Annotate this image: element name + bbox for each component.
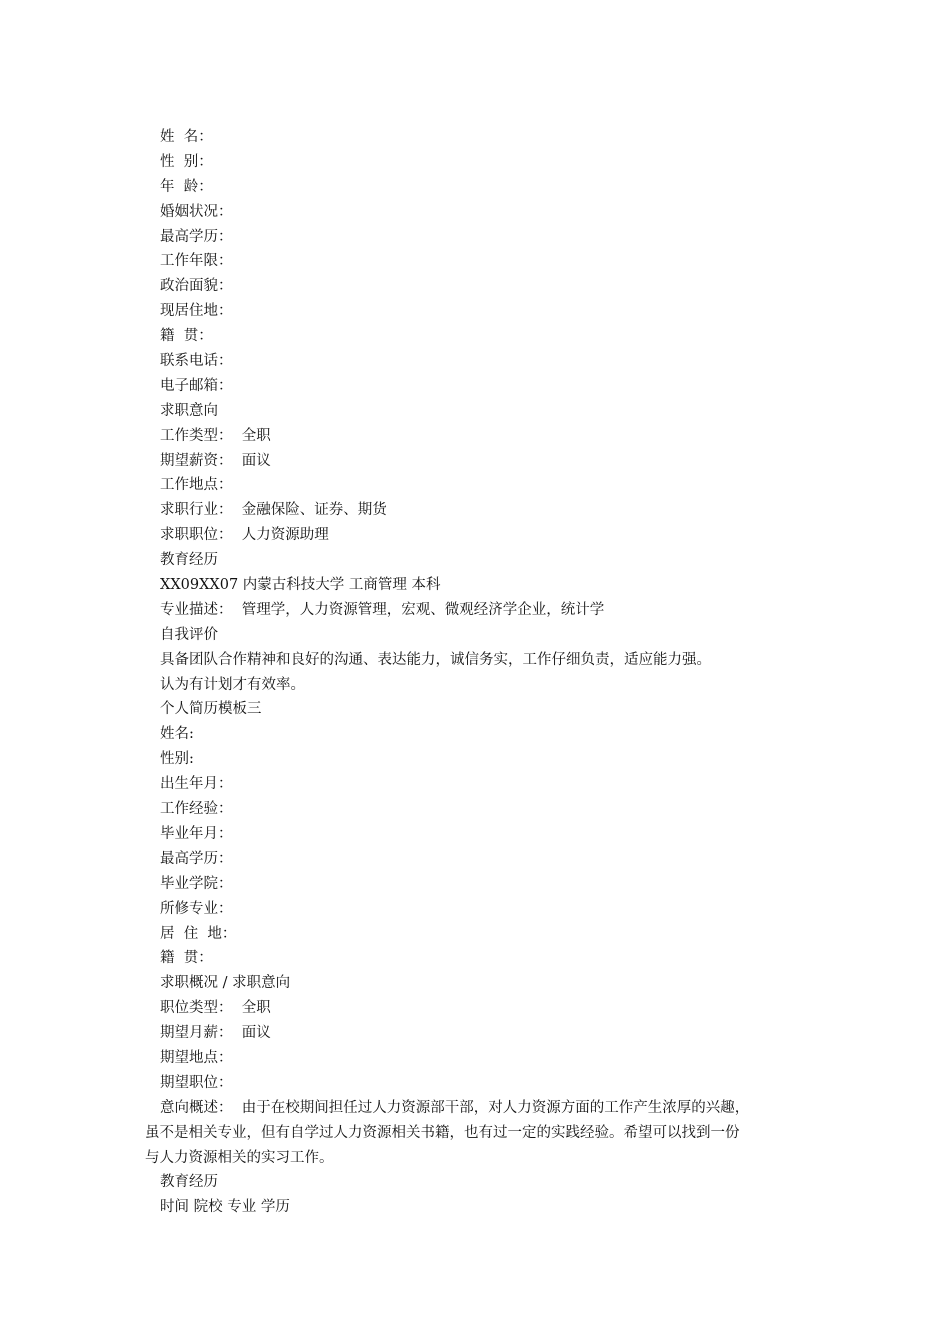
t3-field-birth: 出生年月： [160, 776, 233, 793]
t3-field-expected-position: 期望职位： [160, 1074, 233, 1091]
t3-field-expected-location: 期望地点： [160, 1049, 233, 1066]
field-work-location: 工作地点： [160, 477, 233, 494]
t3-intent-summary-line-3: 与人力资源相关的实习工作。 [145, 1149, 334, 1166]
template-three-title: 个人简历模板三 [160, 701, 262, 718]
field-phone: 联系电话： [160, 353, 233, 370]
field-major-description: 专业描述： 管理学，人力资源管理，宏观、微观经济学企业，统计学 [160, 601, 605, 618]
t3-field-residence: 居 住 地： [160, 925, 237, 942]
t3-intent-summary-line-1: 意向概述： 由于在校期间担任过人力资源部干部，对人力资源方面的工作产生浓厚的兴趣， [160, 1099, 750, 1116]
t3-field-native-place: 籍 贯： [160, 950, 213, 967]
field-position: 求职职位： 人力资源助理 [160, 527, 329, 544]
field-name: 姓 名： [160, 129, 213, 145]
t3-field-college: 毕业学院： [160, 875, 233, 892]
field-native-place: 籍 贯： [160, 328, 213, 345]
education-entry: XX09XX07 内蒙古科技大学 工商管理 本科 [160, 577, 441, 594]
t3-field-major: 所修专业： [160, 900, 233, 917]
self-evaluation-text-2: 认为有计划才有效率。 [160, 676, 305, 693]
t3-intent-summary-line-2: 虽不是相关专业，但有自学过人力资源相关书籍，也有过一定的实践经验。希望可以找到一份 [145, 1124, 740, 1141]
field-industry: 求职行业： 金融保险、证券、期货 [160, 502, 387, 519]
field-work-years: 工作年限： [160, 253, 233, 270]
field-marital-status: 婚姻状况： [160, 203, 233, 220]
field-current-residence: 现居住地： [160, 303, 233, 320]
t3-field-graduation-date: 毕业年月： [160, 825, 233, 842]
t3-section-job-intent: 求职概况 / 求职意向 [160, 975, 291, 992]
t3-section-education: 教育经历 [160, 1174, 218, 1191]
self-evaluation-text-1: 具备团队合作精神和良好的沟通、表达能力，诚信务实，工作仔细负责，适应能力强。 [160, 651, 711, 668]
field-highest-education: 最高学历： [160, 228, 233, 245]
t3-field-expected-salary: 期望月薪： 面议 [160, 1025, 271, 1042]
t3-field-experience: 工作经验： [160, 801, 233, 818]
section-education: 教育经历 [160, 552, 218, 569]
t3-field-highest-education: 最高学历： [160, 850, 233, 867]
resume-document [145, 125, 815, 1220]
t3-field-gender: 性别: [160, 751, 194, 768]
field-job-type: 工作类型： 全职 [160, 427, 271, 444]
section-job-intent: 求职意向 [160, 402, 218, 419]
section-self-evaluation: 自我评价 [160, 626, 218, 643]
t3-field-name: 姓名: [160, 726, 194, 743]
field-age: 年 龄： [160, 178, 213, 195]
t3-education-header: 时间 院校 专业 学历 [160, 1199, 290, 1216]
field-expected-salary: 期望薪资： 面议 [160, 452, 271, 469]
t3-field-position-type: 职位类型： 全职 [160, 1000, 271, 1017]
field-political-status: 政治面貌： [160, 278, 233, 295]
field-gender: 性 别： [160, 153, 213, 170]
field-email: 电子邮箱： [160, 377, 233, 394]
